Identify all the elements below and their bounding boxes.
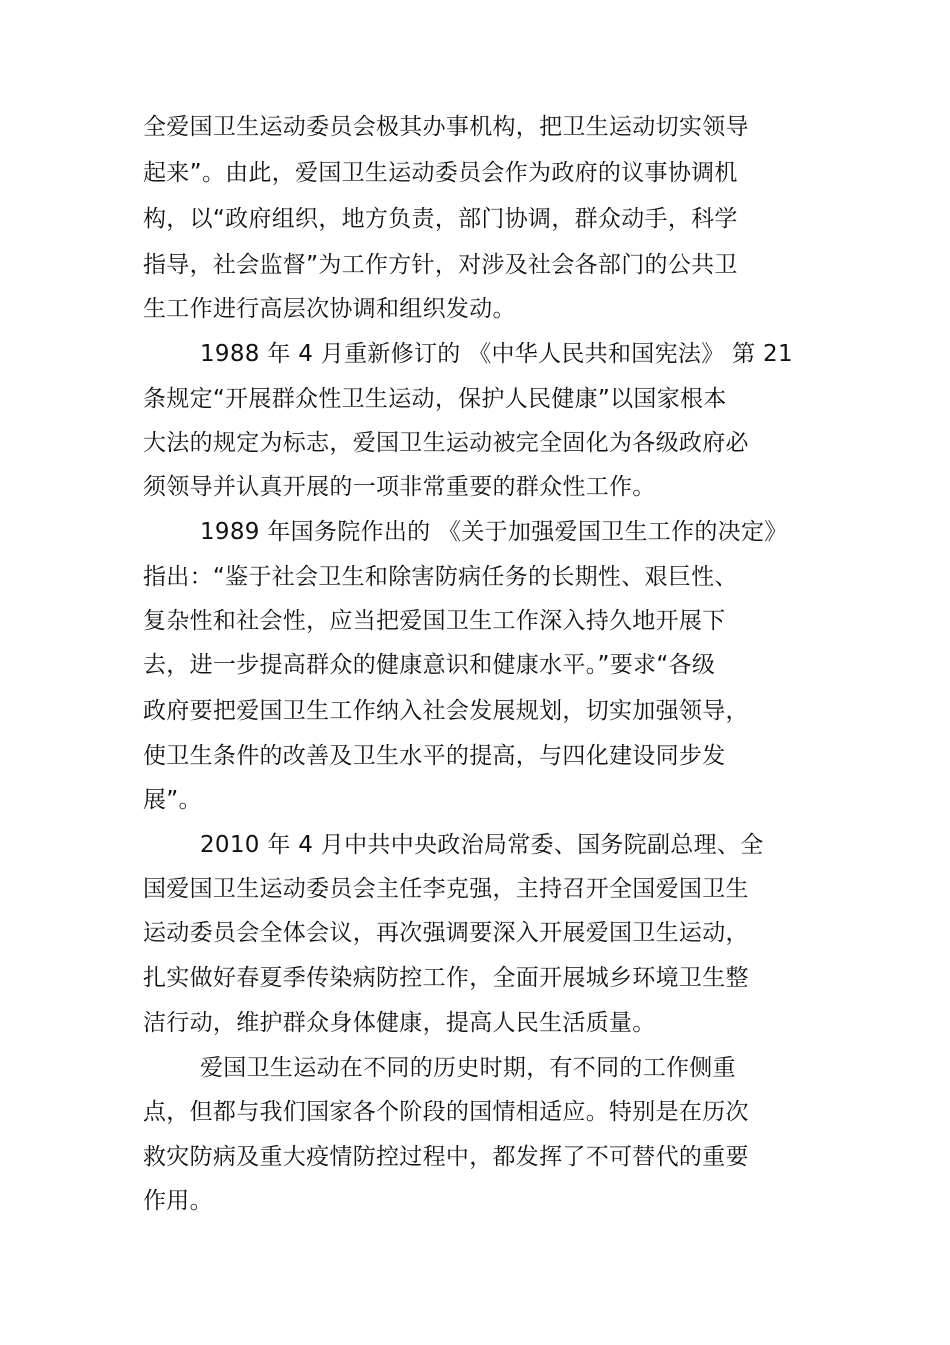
paragraph-line: 复杂性和社会性，应当把爱国卫生工作深入持久地开展下 xyxy=(143,608,726,634)
paragraph-line: 政府要把爱国卫生工作纳入社会发展规划，切实加强领导， xyxy=(143,698,749,724)
paragraph-line: 展”。 xyxy=(143,787,202,813)
paragraph-line: 运动委员会全体会议，再次强调要深入开展爱国卫生运动， xyxy=(143,920,749,946)
paragraph-line: 生工作进行高层次协调和组织发动。 xyxy=(143,296,516,322)
paragraph-line: 救灾防病及重大疫情防控过程中，都发挥了不可替代的重要 xyxy=(143,1144,749,1170)
paragraph-line: 洁行动，维护群众身体健康，提高人民生活质量。 xyxy=(143,1010,656,1036)
paragraph-line: 使卫生条件的改善及卫生水平的提高，与四化建设同步发 xyxy=(143,743,726,769)
paragraph-line: 条规定“开展群众性卫生运动，保护人民健康”以国家根本 xyxy=(143,386,727,412)
paragraph-line: 国爱国卫生运动委员会主任李克强，主持召开全国爱国卫生 xyxy=(143,876,749,902)
paragraph-line: 爱国卫生运动在不同的历史时期，有不同的工作侧重 xyxy=(200,1055,736,1081)
paragraph-line: 2010 年 4 月中共中央政治局常委、国务院副总理、全 xyxy=(200,832,764,858)
paragraph-line: 须领导并认真开展的一项非常重要的群众性工作。 xyxy=(143,474,656,500)
paragraph-line: 扎实做好春夏季传染病防控工作，全面开展城乡环境卫生整 xyxy=(143,965,749,991)
paragraph-line: 全爱国卫生运动委员会极其办事机构，把卫生运动切实领导 xyxy=(143,114,749,140)
paragraph-line: 去，进一步提高群众的健康意识和健康水平。”要求“各级 xyxy=(143,652,716,678)
paragraph-line: 点，但都与我们国家各个阶段的国情相适应。特别是在历次 xyxy=(143,1099,749,1125)
paragraph-line: 指导，社会监督”为工作方针，对涉及社会各部门的公共卫 xyxy=(143,252,738,278)
paragraph-line: 指出：“鉴于社会卫生和除害防病任务的长期性、艰巨性、 xyxy=(143,564,738,590)
paragraph-line: 构，以“政府组织，地方负责，部门协调，群众动手，科学 xyxy=(143,206,738,232)
paragraph-line: 起来”。由此，爱国卫生运动委员会作为政府的议事协调机 xyxy=(143,160,738,186)
paragraph-line: 大法的规定为标志，爱国卫生运动被完全固化为各级政府必 xyxy=(143,430,749,456)
paragraph-line: 作用。 xyxy=(143,1188,213,1214)
paragraph-line: 1988 年 4 月重新修订的 《中华人民共和国宪法》 第 21 xyxy=(200,341,793,367)
paragraph-line: 1989 年国务院作出的 《关于加强爱国卫生工作的决定》 xyxy=(200,519,788,545)
